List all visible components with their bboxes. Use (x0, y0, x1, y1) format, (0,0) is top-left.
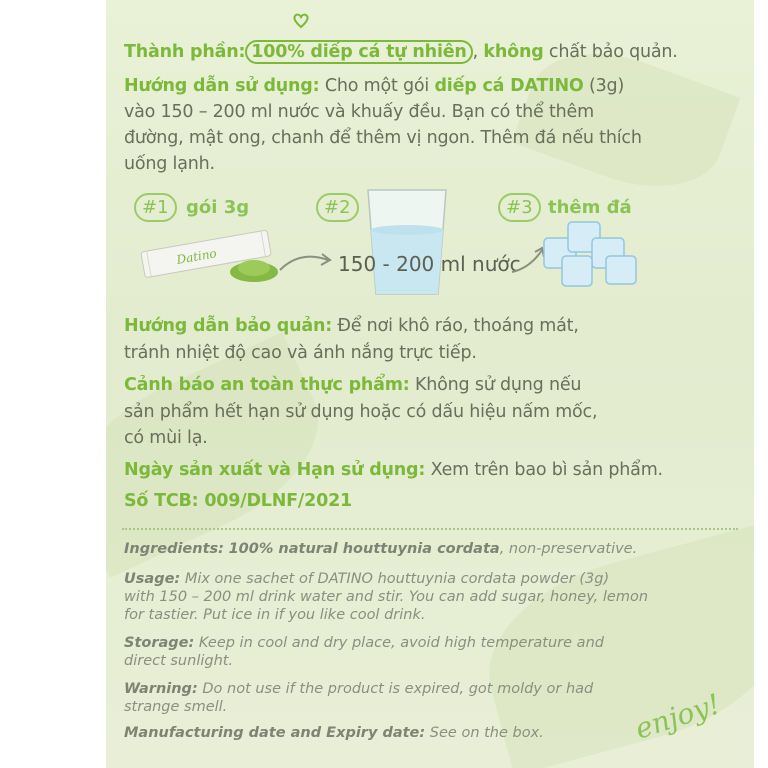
heart-icon (291, 10, 311, 30)
usage-vi-line1: Hướng dẫn sử dụng: Cho một gói diếp cá DATINO (3g) (124, 76, 625, 96)
warning-vi-line2: sản phẩm hết hạn sử dụng hoặc có dấu hiệu nấm mốc, (124, 402, 598, 422)
ingredients-en: Ingredients: 100% natural houttuynia cordata, non-preservative. (124, 541, 638, 557)
sachet-icon (136, 218, 286, 288)
arrow-icon (276, 246, 336, 276)
ingredients-vi: Thành phần: 100% diếp cá tự nhiên , không chất bảo quản. (124, 42, 678, 62)
storage-en: Storage: Keep in cool and dry place, avoid high temperature and direct sunlight. (124, 635, 604, 669)
glass-of-water-icon (362, 186, 452, 298)
product-info-panel (106, 0, 754, 768)
warning-vi-line3: có mùi lạ. (124, 428, 208, 448)
step-label: gói 3g (186, 197, 250, 218)
warning-en: Warning: Do not use if the product is expired, got moldy or had strange smell. (124, 681, 594, 715)
usage-vi-line4: uống lạnh. (124, 154, 215, 174)
storage-vi-line1: Hướng dẫn bảo quản: Để nơi khô ráo, thoáng mát, (124, 316, 579, 336)
dates-en: Manufacturing date and Expiry date: See on the box. (124, 725, 544, 741)
usage-vi-line2: vào 150 – 200 ml nước và khuấy đều. Bạn có thể thêm (124, 102, 594, 122)
step-label: 150 - 200 ml nước (338, 252, 521, 276)
enjoy-text: enjoy! (631, 687, 725, 746)
usage-en: Usage: Mix one sachet of DATINO houttuynia cordata powder (3g) with 150 – 200 ml drink water and stir. You can add sugar, honey, lemon for tastier. Put ice in if you like cool drink. (124, 571, 649, 623)
step-number: #1 (134, 193, 177, 222)
dates-vi: Ngày sản xuất và Hạn sử dụng: Xem trên bao bì sản phẩm. (124, 460, 663, 480)
usage-vi-line3: đường, mật ong, chanh để thêm vị ngon. Thêm đá nếu thích (124, 128, 642, 148)
step-label: thêm đá (548, 197, 632, 218)
step-number: #3 (498, 193, 541, 222)
ice-cubes-icon (538, 216, 648, 294)
natural-badge: 100% diếp cá tự nhiên (245, 40, 472, 64)
storage-vi-line2: tránh nhiệt độ cao và ánh nắng trực tiếp. (124, 343, 477, 363)
section-divider (122, 528, 738, 530)
tcb-number: Số TCB: 009/DLNF/2021 (124, 491, 353, 511)
svg-text:Datino: Datino (175, 246, 218, 267)
warning-vi-line1: Cảnh báo an toàn thực phẩm: Không sử dụng nếu (124, 375, 582, 395)
step-number: #2 (316, 193, 359, 222)
